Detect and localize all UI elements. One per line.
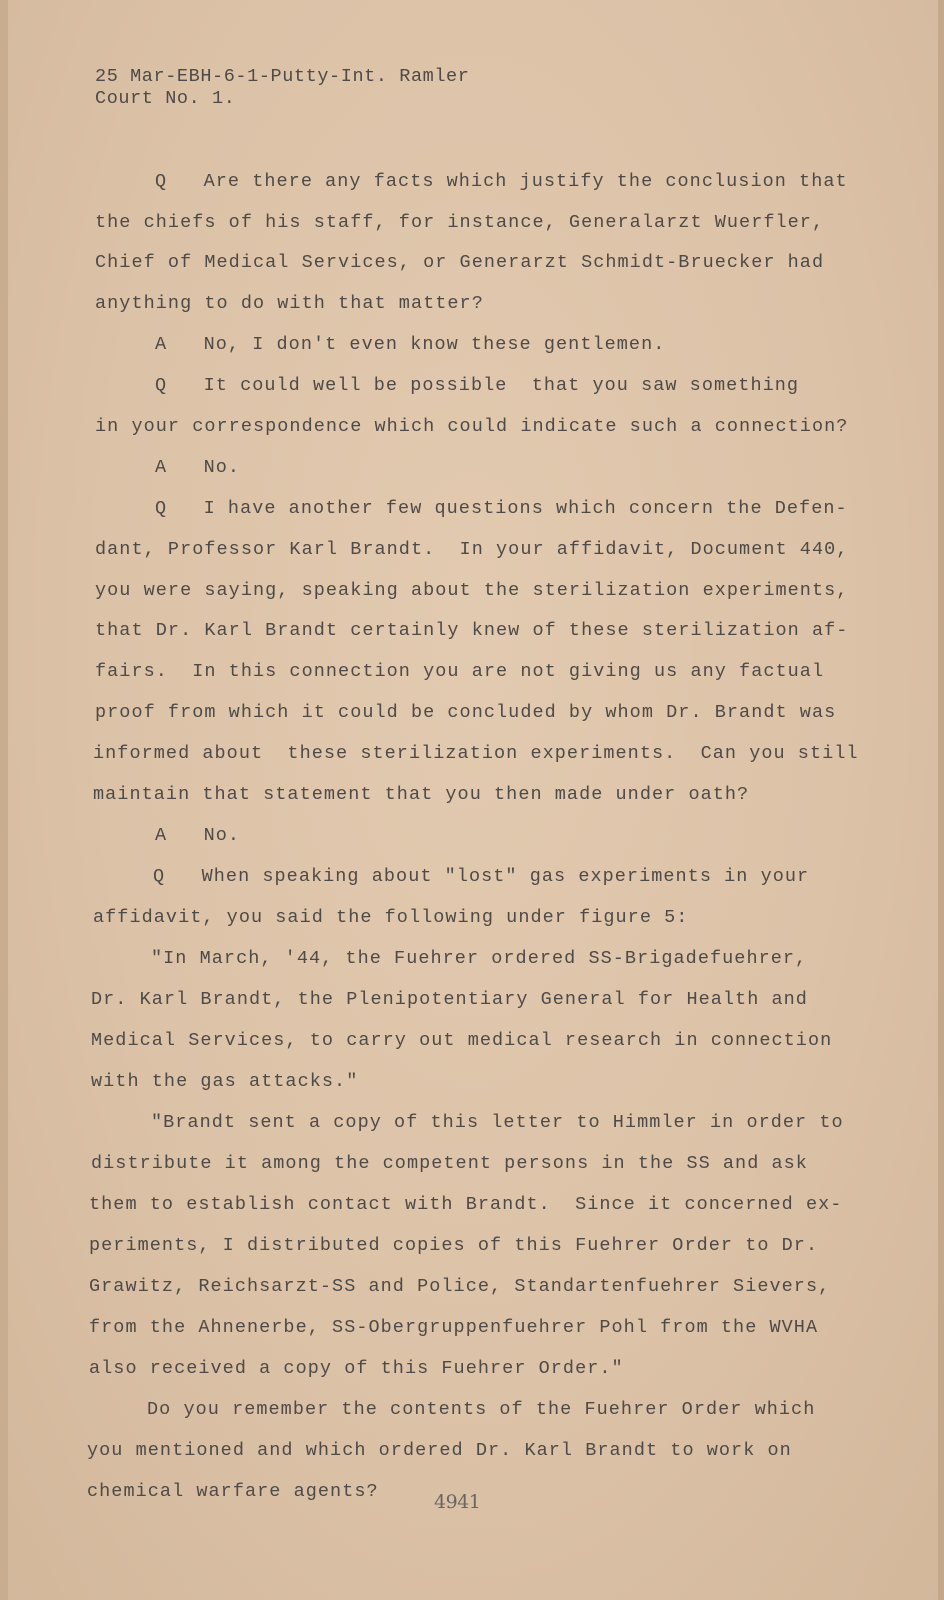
body-line: Q When speaking about "lost" gas experiments in your — [153, 866, 810, 887]
page-number: 4941 — [434, 1491, 481, 1513]
page-right-edge — [938, 0, 944, 1600]
body-line: "Brandt sent a copy of this letter to Himmler in order to — [151, 1112, 844, 1133]
body-line: Grawitz, Reichsarzt-SS and Police, Standartenfuehrer Sievers, — [89, 1276, 831, 1297]
body-line: maintain that statement that you then made under oath? — [93, 784, 750, 805]
body-line: A No. — [155, 825, 241, 846]
body-line: distribute it among the competent persons in the SS and ask — [91, 1153, 808, 1174]
body-line: "In March, '44, the Fuehrer ordered SS-Brigadefuehrer, — [151, 948, 808, 969]
body-line: Medical Services, to carry out medical research in connection — [91, 1030, 833, 1051]
body-line: anything to do with that matter? — [95, 293, 484, 314]
body-line: periments, I distributed copies of this Fuehrer Order to Dr. — [89, 1235, 819, 1256]
header-court: Court No. 1. — [95, 88, 236, 109]
body-line: Chief of Medical Services, or Generarzt Schmidt-Bruecker had — [95, 252, 825, 273]
body-line: chemical warfare agents? — [87, 1481, 379, 1502]
body-line: Q Are there any facts which justify the conclusion that — [155, 171, 848, 192]
document-header — [95, 66, 469, 110]
body-line: Do you remember the contents of the Fuehrer Order which — [147, 1399, 816, 1420]
page-left-edge — [0, 0, 8, 1600]
body-line: the chiefs of his staff, for instance, Generalarzt Wuerfler, — [95, 212, 825, 233]
body-line: also received a copy of this Fuehrer Order." — [89, 1358, 624, 1379]
body-line: with the gas attacks." — [91, 1071, 359, 1092]
body-line: A No. — [155, 457, 241, 478]
body-line: A No, I don't even know these gentlemen. — [155, 334, 666, 355]
body-line: Dr. Karl Brandt, the Plenipotentiary General for Health and — [91, 989, 808, 1010]
body-line: them to establish contact with Brandt. Since it concerned ex- — [89, 1194, 843, 1215]
header-reference: 25 Mar-EBH-6-1-Putty-Int. Ramler — [95, 66, 470, 87]
body-line: you were saying, speaking about the sterilization experiments, — [95, 580, 849, 601]
body-line: informed about these sterilization experiments. Can you still — [93, 743, 859, 764]
body-line: dant, Professor Karl Brandt. In your affidavit, Document 440, — [95, 539, 849, 560]
body-line: from the Ahnenerbe, SS-Obergruppenfuehrer Pohl from the WVHA — [89, 1317, 819, 1338]
body-line: you mentioned and which ordered Dr. Karl Brandt to work on — [87, 1440, 792, 1461]
body-line: Q I have another few questions which concern the Defen- — [155, 498, 848, 519]
body-line: affidavit, you said the following under figure 5: — [93, 907, 689, 928]
body-line: in your correspondence which could indicate such a connection? — [95, 416, 849, 437]
body-line: proof from which it could be concluded by whom Dr. Brandt was — [95, 702, 837, 723]
body-line: Q It could well be possible that you saw something — [155, 375, 800, 396]
body-line: that Dr. Karl Brandt certainly knew of these sterilization af- — [95, 620, 849, 641]
body-line: fairs. In this connection you are not giving us any factual — [95, 661, 825, 682]
